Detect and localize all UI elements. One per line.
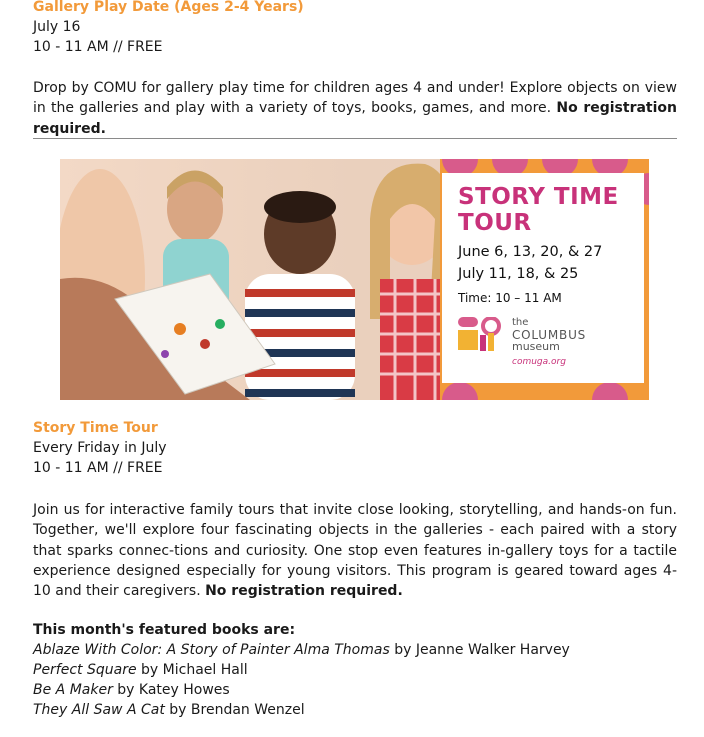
- banner-heading-line2: TOUR: [458, 210, 532, 236]
- event-title-story-time-tour[interactable]: Story Time Tour: [33, 420, 158, 436]
- event-description-text: Drop by COMU for gallery play time for children ages 4 and under! Explore objects on view in the galleries and play with a variety of toys, books, games, and more.: [33, 80, 677, 117]
- museum-the: the: [512, 317, 529, 328]
- registration-note: No registration required.: [33, 100, 678, 137]
- book-title: They All Saw A Cat: [33, 702, 165, 718]
- event-title-gallery-play-date[interactable]: Gallery Play Date (Ages 2-4 Years): [33, 0, 304, 15]
- featured-books: [33, 620, 677, 720]
- event-description: [33, 78, 677, 139]
- registration-note: No registration required.: [205, 583, 403, 600]
- event-date: July 16: [33, 19, 81, 35]
- book-title: Be A Maker: [33, 682, 113, 698]
- banner-text: [458, 184, 643, 367]
- event-time: 10 - 11 AM // FREE: [33, 460, 163, 476]
- story-time-tour-banner[interactable]: [60, 159, 649, 400]
- list-item: [33, 640, 677, 660]
- list-item: [33, 700, 677, 720]
- museum-name: COLUMBUS: [512, 328, 587, 342]
- event-date: Every Friday in July: [33, 440, 167, 456]
- museum-website: comuga.org: [512, 357, 566, 367]
- banner-dates-june: June 6, 13, 20, & 27: [458, 244, 603, 260]
- event-time: 10 - 11 AM // FREE: [33, 39, 163, 55]
- banner-dates: [458, 241, 643, 285]
- event-description: [33, 500, 677, 601]
- list-item: [33, 680, 677, 700]
- book-author: by Brendan Wenzel: [164, 702, 305, 718]
- event-description-text: Join us for interactive family tours that invite close looking, storytelling, and hands-on fun. Together, we'll explore four fascinating objects in the galleries - each paired with a story that sparks connec-tions and curiosity. One stop even features in-gallery toys for a tactile experience designed especially for young visitors. This program is geared toward ages 4-10 and their caregivers.: [33, 502, 677, 600]
- book-title: Perfect Square: [33, 662, 137, 678]
- section-divider: [33, 138, 677, 139]
- book-author: by Michael Hall: [136, 662, 248, 678]
- banner-dates-july: July 11, 18, & 25: [458, 266, 579, 282]
- banner-time: Time: 10 – 11 AM: [458, 291, 562, 305]
- book-title: Ablaze With Color: A Story of Painter Alma Thomas: [33, 642, 390, 658]
- museum-logo: [458, 317, 643, 367]
- museum-logo-icon: [458, 317, 506, 351]
- list-item: [33, 660, 677, 680]
- museum-word: museum: [512, 340, 560, 353]
- featured-books-heading: This month's featured books are:: [33, 622, 296, 638]
- book-author: by Jeanne Walker Harvey: [389, 642, 570, 658]
- banner-heading-line1: STORY TIME: [458, 184, 619, 210]
- museum-logo-text: [512, 317, 586, 368]
- book-author: by Katey Howes: [112, 682, 230, 698]
- banner-heading: [458, 184, 643, 236]
